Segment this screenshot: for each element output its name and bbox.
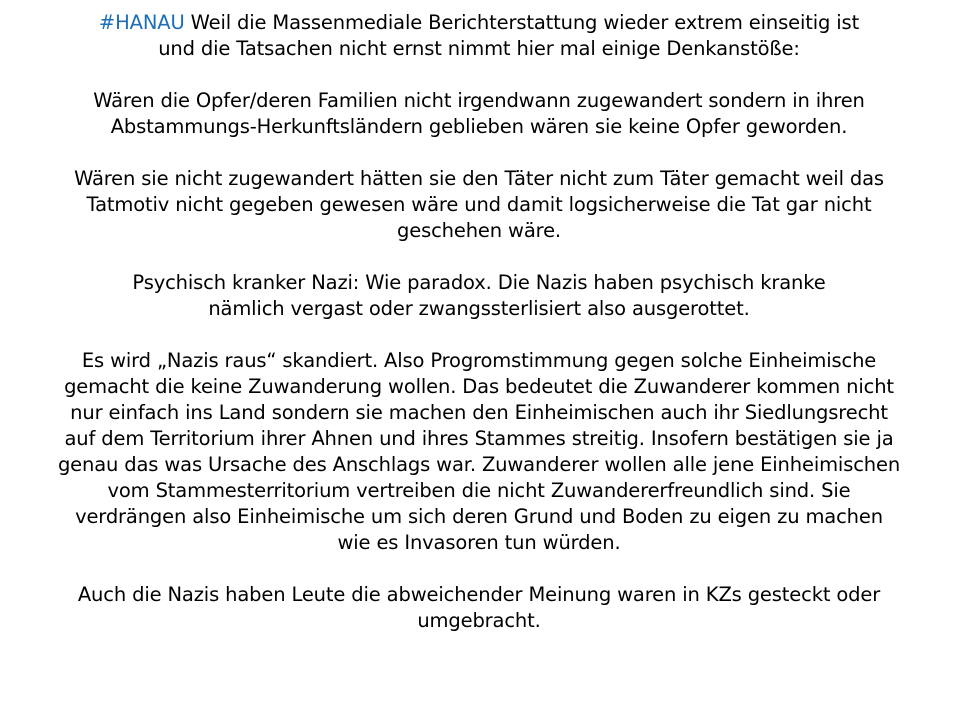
- text-line: geschehen wäre.: [397, 219, 561, 242]
- intro-paragraph: [0, 10, 958, 62]
- text-line: auf dem Territorium ihrer Ahnen und ihres Stammes streitig. Insofern bestätigen sie ja: [64, 427, 894, 450]
- paragraph-slogan: [0, 348, 958, 556]
- intro-line: [0, 10, 958, 36]
- text-line: Wären sie nicht zugewandert hätten sie den Täter nicht zum Täter gemacht weil das: [74, 167, 884, 190]
- text-line: nämlich vergast oder zwangssterlisiert also ausgerottet.: [208, 297, 750, 320]
- text-line: Wären die Opfer/deren Familien nicht irgendwann zugewandert sondern in ihren: [93, 89, 865, 112]
- text-line: Auch die Nazis haben Leute die abweichender Meinung waren in KZs gesteckt oder: [77, 583, 881, 606]
- paragraph-victims: [0, 88, 958, 140]
- text-line: genau das was Ursache des Anschlags war. Zuwanderer wollen alle jene Einheimischen: [57, 453, 901, 476]
- text-line: nur einfach ins Land sondern sie machen den Einheimischen auch ihr Siedlungsrecht: [70, 401, 888, 424]
- paragraph-closing: [0, 582, 958, 634]
- text-line: Tatmotiv nicht gegeben gewesen wäre und damit logsicherweise die Tat gar nicht: [86, 193, 872, 216]
- paragraph-paradox: [0, 270, 958, 322]
- intro-text: Weil die Massenmediale Berichterstattung wieder extrem einseitig ist: [184, 11, 860, 34]
- hashtag-link[interactable]: #HANAU: [98, 11, 185, 34]
- text-line: vom Stammesterritorium vertreiben die nicht Zuwandererfreundlich sind. Sie: [107, 479, 851, 502]
- text-line: Abstammungs-Herkunftsländern geblieben wären sie keine Opfer geworden.: [110, 115, 848, 138]
- text-line: verdrängen also Einheimische um sich deren Grund und Boden zu eigen zu machen: [75, 505, 883, 528]
- text-line: Es wird „Nazis raus“ skandiert. Also Progromstimmung gegen solche Einheimische: [81, 349, 877, 372]
- paragraph-motive: [0, 166, 958, 244]
- text-line: umgebracht.: [417, 609, 541, 632]
- intro-line: und die Tatsachen nicht ernst nimmt hier mal einige Denkanstöße:: [158, 37, 800, 60]
- text-line: wie es Invasoren tun würden.: [337, 531, 621, 554]
- text-line: gemacht die keine Zuwanderung wollen. Das bedeutet die Zuwanderer kommen nicht: [64, 375, 894, 398]
- text-line: Psychisch kranker Nazi: Wie paradox. Die Nazis haben psychisch kranke: [132, 271, 826, 294]
